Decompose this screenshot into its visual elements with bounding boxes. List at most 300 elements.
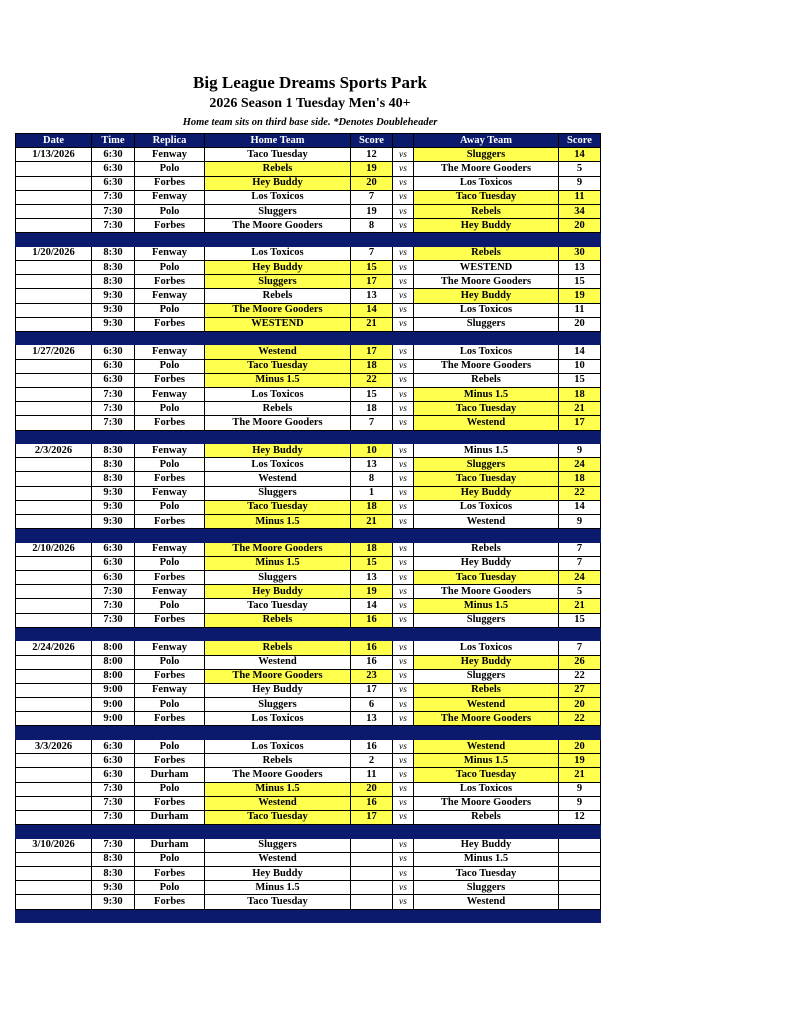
table-row <box>16 712 601 726</box>
away-score-cell <box>559 895 601 909</box>
away-team-cell: Sluggers <box>414 317 559 331</box>
separator-cell <box>135 430 205 444</box>
table-row <box>16 162 601 176</box>
replica-cell: Polo <box>135 500 205 514</box>
replica-cell: Polo <box>135 261 205 275</box>
home-score-cell: 7 <box>351 246 393 260</box>
separator-cell <box>92 909 135 923</box>
replica-cell: Polo <box>135 599 205 613</box>
table-row <box>16 275 601 289</box>
separator-cell <box>92 825 135 839</box>
replica-cell: Forbes <box>135 472 205 486</box>
away-score-cell: 21 <box>559 599 601 613</box>
date-cell <box>16 515 92 529</box>
home-team-cell: Sluggers <box>205 571 351 585</box>
home-score-cell: 11 <box>351 768 393 782</box>
replica-cell: Polo <box>135 655 205 669</box>
vs-cell: vs <box>393 866 414 880</box>
away-team-cell: Westend <box>414 739 559 753</box>
time-cell: 7:30 <box>92 810 135 824</box>
away-score-cell: 20 <box>559 317 601 331</box>
replica-cell: Forbes <box>135 712 205 726</box>
date-cell <box>16 204 92 218</box>
date-cell <box>16 219 92 233</box>
home-team-cell: Westend <box>205 345 351 359</box>
table-row <box>16 585 601 599</box>
date-cell <box>16 810 92 824</box>
separator-cell <box>559 909 601 923</box>
home-team-cell: Los Toxicos <box>205 246 351 260</box>
vs-cell: vs <box>393 373 414 387</box>
home-team-cell: Rebels <box>205 162 351 176</box>
week-separator <box>16 529 601 543</box>
replica-cell: Polo <box>135 782 205 796</box>
time-cell: 9:30 <box>92 289 135 303</box>
away-score-cell: 27 <box>559 683 601 697</box>
separator-cell <box>351 825 393 839</box>
away-score-cell: 5 <box>559 162 601 176</box>
week-separator <box>16 331 601 345</box>
vs-cell: vs <box>393 712 414 726</box>
home-score-cell: 19 <box>351 162 393 176</box>
home-score-cell: 13 <box>351 289 393 303</box>
separator-cell <box>393 529 414 543</box>
vs-cell: vs <box>393 148 414 162</box>
date-cell: 2/10/2026 <box>16 542 92 556</box>
home-team-cell: Rebels <box>205 613 351 627</box>
separator-cell <box>135 331 205 345</box>
home-team-cell: WESTEND <box>205 317 351 331</box>
home-team-cell: Westend <box>205 796 351 810</box>
time-cell: 8:00 <box>92 641 135 655</box>
replica-cell: Durham <box>135 768 205 782</box>
separator-cell <box>351 627 393 641</box>
date-cell <box>16 881 92 895</box>
replica-cell: Polo <box>135 739 205 753</box>
home-team-cell: Taco Tuesday <box>205 500 351 514</box>
home-team-cell: Los Toxicos <box>205 712 351 726</box>
separator-cell <box>559 233 601 247</box>
time-cell: 8:00 <box>92 669 135 683</box>
separator-cell <box>414 627 559 641</box>
table-row <box>16 345 601 359</box>
home-score-cell: 15 <box>351 556 393 570</box>
col-header-home-score: Score <box>351 134 393 148</box>
away-team-cell: Los Toxicos <box>414 176 559 190</box>
replica-cell: Fenway <box>135 683 205 697</box>
replica-cell: Polo <box>135 556 205 570</box>
table-row <box>16 838 601 852</box>
away-team-cell: The Moore Gooders <box>414 585 559 599</box>
time-cell: 8:30 <box>92 852 135 866</box>
replica-cell: Fenway <box>135 289 205 303</box>
vs-cell: vs <box>393 219 414 233</box>
vs-cell: vs <box>393 810 414 824</box>
replica-cell: Durham <box>135 838 205 852</box>
table-row <box>16 768 601 782</box>
home-team-cell: Minus 1.5 <box>205 556 351 570</box>
time-cell: 9:00 <box>92 683 135 697</box>
home-score-cell <box>351 838 393 852</box>
home-score-cell: 16 <box>351 796 393 810</box>
home-score-cell: 16 <box>351 641 393 655</box>
home-score-cell: 13 <box>351 458 393 472</box>
away-team-cell: Westend <box>414 515 559 529</box>
separator-cell <box>351 233 393 247</box>
page-title: Big League Dreams Sports Park <box>193 73 427 92</box>
time-cell: 6:30 <box>92 739 135 753</box>
date-cell <box>16 895 92 909</box>
vs-cell: vs <box>393 275 414 289</box>
away-team-cell: Rebels <box>414 683 559 697</box>
vs-cell: vs <box>393 852 414 866</box>
schedule-table <box>15 133 601 923</box>
home-team-cell: Hey Buddy <box>205 683 351 697</box>
away-score-cell: 9 <box>559 444 601 458</box>
away-score-cell: 24 <box>559 571 601 585</box>
away-team-cell: Rebels <box>414 542 559 556</box>
table-row <box>16 599 601 613</box>
time-cell: 8:30 <box>92 458 135 472</box>
week-separator <box>16 726 601 740</box>
date-cell <box>16 669 92 683</box>
separator-cell <box>135 627 205 641</box>
replica-cell: Fenway <box>135 388 205 402</box>
separator-cell <box>16 909 92 923</box>
home-score-cell: 18 <box>351 402 393 416</box>
vs-cell: vs <box>393 669 414 683</box>
home-score-cell: 22 <box>351 373 393 387</box>
date-cell <box>16 782 92 796</box>
home-team-cell: Hey Buddy <box>205 261 351 275</box>
home-team-cell: Westend <box>205 655 351 669</box>
away-team-cell: Hey Buddy <box>414 486 559 500</box>
home-score-cell: 7 <box>351 416 393 430</box>
home-score-cell: 17 <box>351 345 393 359</box>
home-team-cell: Taco Tuesday <box>205 599 351 613</box>
replica-cell: Fenway <box>135 345 205 359</box>
table-row <box>16 402 601 416</box>
away-team-cell: Hey Buddy <box>414 655 559 669</box>
separator-cell <box>414 331 559 345</box>
table-row <box>16 204 601 218</box>
home-score-cell: 15 <box>351 388 393 402</box>
page-subtitle: 2026 Season 1 Tuesday Men's 40+ <box>209 96 411 111</box>
away-score-cell: 22 <box>559 486 601 500</box>
date-cell <box>16 866 92 880</box>
separator-cell <box>351 726 393 740</box>
separator-cell <box>135 825 205 839</box>
away-score-cell: 26 <box>559 655 601 669</box>
vs-cell: vs <box>393 303 414 317</box>
date-cell <box>16 571 92 585</box>
away-team-cell: Minus 1.5 <box>414 852 559 866</box>
home-score-cell <box>351 866 393 880</box>
away-team-cell: Los Toxicos <box>414 345 559 359</box>
vs-cell: vs <box>393 683 414 697</box>
away-team-cell: Minus 1.5 <box>414 388 559 402</box>
home-team-cell: Westend <box>205 472 351 486</box>
separator-cell <box>559 529 601 543</box>
vs-cell: vs <box>393 515 414 529</box>
home-score-cell: 18 <box>351 542 393 556</box>
home-score-cell: 8 <box>351 219 393 233</box>
away-score-cell: 9 <box>559 515 601 529</box>
home-team-cell: Los Toxicos <box>205 388 351 402</box>
away-team-cell: Hey Buddy <box>414 289 559 303</box>
away-score-cell: 20 <box>559 219 601 233</box>
home-score-cell: 1 <box>351 486 393 500</box>
away-team-cell: WESTEND <box>414 261 559 275</box>
replica-cell: Forbes <box>135 866 205 880</box>
col-header-home-team: Home Team <box>205 134 351 148</box>
replica-cell: Fenway <box>135 486 205 500</box>
table-row <box>16 500 601 514</box>
time-cell: 7:30 <box>92 219 135 233</box>
away-score-cell: 14 <box>559 345 601 359</box>
week-separator <box>16 909 601 923</box>
home-team-cell: The Moore Gooders <box>205 669 351 683</box>
vs-cell: vs <box>393 176 414 190</box>
schedule-note: Home team sits on third base side. *Denotes Doubleheader <box>182 117 438 128</box>
time-cell: 9:30 <box>92 486 135 500</box>
table-row <box>16 289 601 303</box>
home-team-cell: The Moore Gooders <box>205 768 351 782</box>
vs-cell: vs <box>393 768 414 782</box>
separator-cell <box>205 529 351 543</box>
home-score-cell: 7 <box>351 190 393 204</box>
away-score-cell: 20 <box>559 698 601 712</box>
time-cell: 6:30 <box>92 571 135 585</box>
table-row <box>16 641 601 655</box>
date-cell <box>16 359 92 373</box>
away-score-cell: 15 <box>559 373 601 387</box>
date-cell <box>16 698 92 712</box>
time-cell: 6:30 <box>92 176 135 190</box>
separator-cell <box>205 233 351 247</box>
away-score-cell: 20 <box>559 739 601 753</box>
replica-cell: Forbes <box>135 895 205 909</box>
away-score-cell <box>559 838 601 852</box>
time-cell: 7:30 <box>92 613 135 627</box>
away-score-cell: 14 <box>559 500 601 514</box>
home-score-cell: 12 <box>351 148 393 162</box>
separator-cell <box>135 529 205 543</box>
time-cell: 6:30 <box>92 542 135 556</box>
away-team-cell: Sluggers <box>414 881 559 895</box>
time-cell: 6:30 <box>92 768 135 782</box>
away-team-cell: Rebels <box>414 373 559 387</box>
separator-cell <box>16 529 92 543</box>
week-separator <box>16 627 601 641</box>
time-cell: 7:30 <box>92 416 135 430</box>
date-cell <box>16 683 92 697</box>
date-cell <box>16 190 92 204</box>
date-cell <box>16 852 92 866</box>
away-score-cell: 7 <box>559 542 601 556</box>
away-team-cell: Los Toxicos <box>414 303 559 317</box>
date-cell <box>16 796 92 810</box>
time-cell: 8:30 <box>92 275 135 289</box>
separator-cell <box>135 909 205 923</box>
home-team-cell: Los Toxicos <box>205 190 351 204</box>
away-team-cell: Taco Tuesday <box>414 472 559 486</box>
time-cell: 8:30 <box>92 246 135 260</box>
home-team-cell: Sluggers <box>205 275 351 289</box>
table-row <box>16 373 601 387</box>
table-row <box>16 895 601 909</box>
date-cell: 3/10/2026 <box>16 838 92 852</box>
separator-cell <box>16 726 92 740</box>
away-team-cell: Taco Tuesday <box>414 571 559 585</box>
home-score-cell: 6 <box>351 698 393 712</box>
vs-cell: vs <box>393 838 414 852</box>
table-header-row <box>16 134 601 148</box>
away-score-cell: 22 <box>559 669 601 683</box>
vs-cell: vs <box>393 458 414 472</box>
away-team-cell: Minus 1.5 <box>414 444 559 458</box>
separator-cell <box>414 825 559 839</box>
vs-cell: vs <box>393 472 414 486</box>
away-score-cell: 19 <box>559 754 601 768</box>
separator-cell <box>351 331 393 345</box>
replica-cell: Polo <box>135 359 205 373</box>
separator-cell <box>205 430 351 444</box>
vs-cell: vs <box>393 444 414 458</box>
date-cell <box>16 486 92 500</box>
away-score-cell: 9 <box>559 176 601 190</box>
replica-cell: Forbes <box>135 416 205 430</box>
vs-cell: vs <box>393 162 414 176</box>
away-score-cell: 15 <box>559 613 601 627</box>
time-cell: 9:30 <box>92 317 135 331</box>
vs-cell: vs <box>393 754 414 768</box>
vs-cell: vs <box>393 345 414 359</box>
time-cell: 6:30 <box>92 556 135 570</box>
table-row <box>16 317 601 331</box>
vs-cell: vs <box>393 246 414 260</box>
away-score-cell: 9 <box>559 782 601 796</box>
date-cell <box>16 768 92 782</box>
away-score-cell: 12 <box>559 810 601 824</box>
separator-cell <box>559 627 601 641</box>
separator-cell <box>351 909 393 923</box>
home-team-cell: The Moore Gooders <box>205 219 351 233</box>
home-team-cell: Taco Tuesday <box>205 148 351 162</box>
table-row <box>16 458 601 472</box>
home-team-cell: Hey Buddy <box>205 585 351 599</box>
home-team-cell: Minus 1.5 <box>205 515 351 529</box>
col-header-vs <box>393 134 414 148</box>
vs-cell: vs <box>393 416 414 430</box>
table-row <box>16 698 601 712</box>
replica-cell: Polo <box>135 698 205 712</box>
date-cell: 2/3/2026 <box>16 444 92 458</box>
home-score-cell: 17 <box>351 275 393 289</box>
home-team-cell: Los Toxicos <box>205 458 351 472</box>
home-score-cell: 17 <box>351 810 393 824</box>
away-team-cell: Rebels <box>414 204 559 218</box>
away-team-cell: Minus 1.5 <box>414 599 559 613</box>
separator-cell <box>205 825 351 839</box>
home-team-cell: Hey Buddy <box>205 444 351 458</box>
replica-cell: Polo <box>135 303 205 317</box>
col-header-date: Date <box>16 134 92 148</box>
separator-cell <box>351 529 393 543</box>
date-cell <box>16 176 92 190</box>
col-header-time: Time <box>92 134 135 148</box>
home-score-cell: 21 <box>351 515 393 529</box>
away-team-cell: Westend <box>414 698 559 712</box>
separator-cell <box>559 430 601 444</box>
vs-cell: vs <box>393 486 414 500</box>
time-cell: 8:30 <box>92 866 135 880</box>
away-score-cell: 24 <box>559 458 601 472</box>
home-team-cell: Minus 1.5 <box>205 782 351 796</box>
replica-cell: Fenway <box>135 585 205 599</box>
home-team-cell: Taco Tuesday <box>205 895 351 909</box>
separator-cell <box>16 233 92 247</box>
replica-cell: Durham <box>135 810 205 824</box>
home-score-cell: 13 <box>351 571 393 585</box>
vs-cell: vs <box>393 641 414 655</box>
time-cell: 7:30 <box>92 782 135 796</box>
date-cell <box>16 261 92 275</box>
vs-cell: vs <box>393 500 414 514</box>
home-score-cell: 17 <box>351 683 393 697</box>
away-score-cell: 11 <box>559 190 601 204</box>
replica-cell: Fenway <box>135 148 205 162</box>
vs-cell: vs <box>393 796 414 810</box>
replica-cell: Forbes <box>135 571 205 585</box>
away-score-cell: 13 <box>559 261 601 275</box>
vs-cell: vs <box>393 895 414 909</box>
away-team-cell: Los Toxicos <box>414 500 559 514</box>
time-cell: 7:30 <box>92 204 135 218</box>
vs-cell: vs <box>393 542 414 556</box>
separator-cell <box>16 331 92 345</box>
away-score-cell: 11 <box>559 303 601 317</box>
table-row <box>16 472 601 486</box>
home-team-cell: Sluggers <box>205 486 351 500</box>
col-header-away-score: Score <box>559 134 601 148</box>
table-row <box>16 219 601 233</box>
week-separator <box>16 825 601 839</box>
vs-cell: vs <box>393 613 414 627</box>
time-cell: 9:30 <box>92 515 135 529</box>
replica-cell: Fenway <box>135 641 205 655</box>
separator-cell <box>393 430 414 444</box>
separator-cell <box>205 331 351 345</box>
home-score-cell <box>351 852 393 866</box>
home-team-cell: Taco Tuesday <box>205 810 351 824</box>
replica-cell: Polo <box>135 204 205 218</box>
away-team-cell: The Moore Gooders <box>414 796 559 810</box>
date-cell <box>16 373 92 387</box>
date-cell <box>16 754 92 768</box>
home-team-cell: The Moore Gooders <box>205 416 351 430</box>
home-score-cell: 19 <box>351 204 393 218</box>
separator-cell <box>559 825 601 839</box>
date-cell <box>16 317 92 331</box>
home-score-cell: 21 <box>351 317 393 331</box>
home-score-cell: 23 <box>351 669 393 683</box>
separator-cell <box>559 331 601 345</box>
home-score-cell: 16 <box>351 739 393 753</box>
separator-cell <box>559 726 601 740</box>
away-team-cell: Sluggers <box>414 148 559 162</box>
separator-cell <box>351 430 393 444</box>
